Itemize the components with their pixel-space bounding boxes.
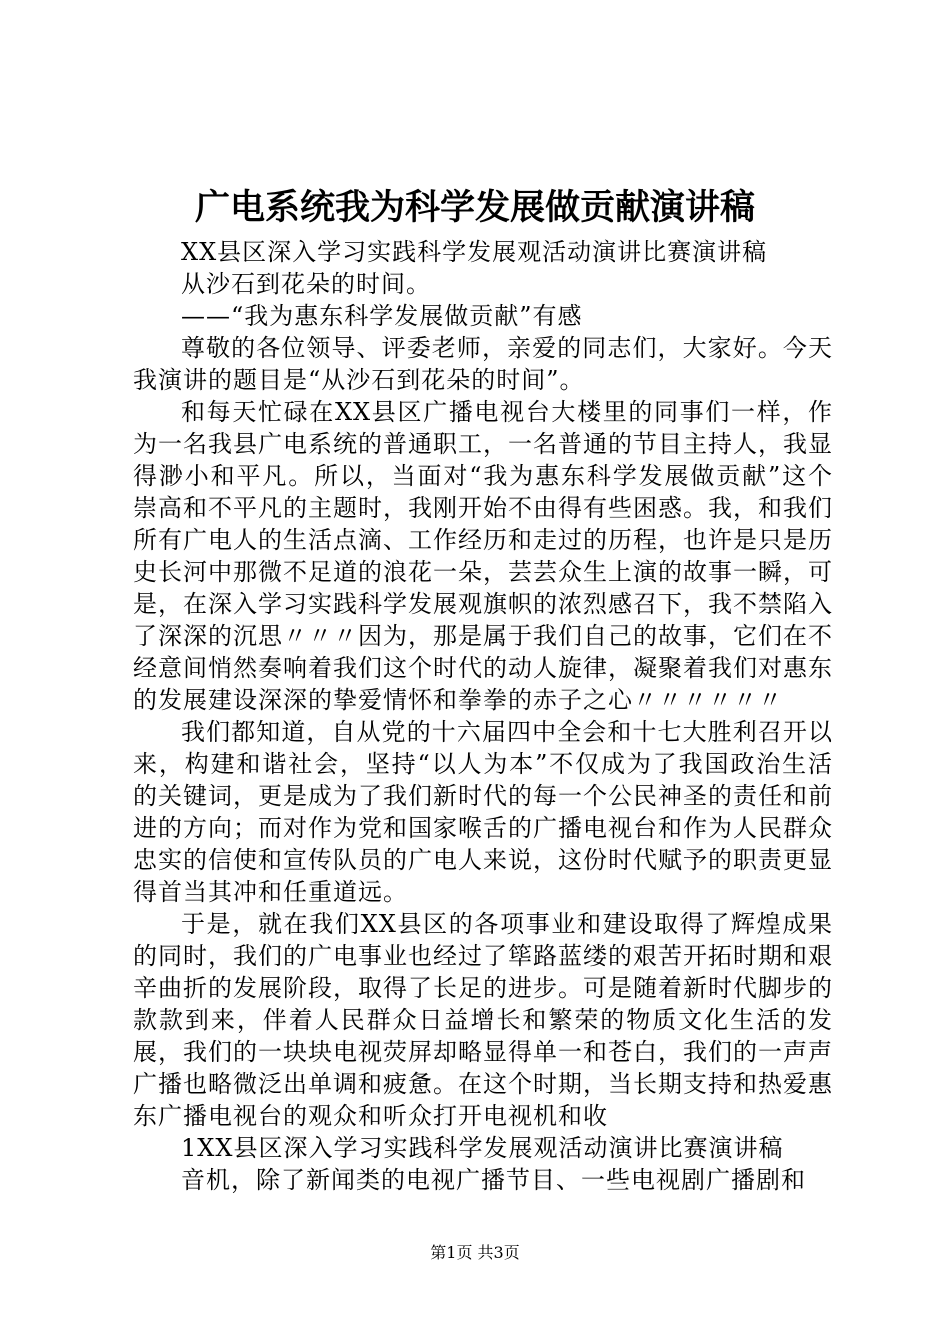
page-number-footer: 第1页 共3页 [430, 1243, 520, 1262]
subtitle-line: ——“我为惠东科学发展做贡献”有感 [181, 302, 583, 330]
body-paragraph-continued: 音机，除了新闻类的电视广播节目、一些电视剧广播剧和 [181, 1166, 806, 1194]
document-body [133, 236, 833, 1196]
body-paragraph: 于是，就在我们XX县区的各项事业和建设取得了辉煌成果的同时，我们的广电事业也经过了筚路蓝缕的艰苦开拓时期和艰辛曲折的发展阶段，取得了长足的进步。可是随着新时代脚步的款款到来，伴着人民群众日益增长和繁荣的物质文化生活的发展，我们的一块块电视荧屏却略显得单一和苍白，我们的一声声广播也略微泛出单调和疲惫。在这个时期，当长期支持和热爱惠东广播电视台的观众和听众打开电视机和收 [133, 910, 833, 1130]
body-paragraph: 尊敬的各位领导、评委老师，亲爱的同志们，大家好。今天我演讲的题目是“从沙石到花朵的时间”。 [133, 334, 833, 394]
subtitle-line: 从沙石到花朵的时间。 [181, 270, 431, 298]
running-header-line: 1XX县区深入学习实践科学发展观活动演讲比赛演讲稿 [181, 1134, 784, 1162]
body-paragraph: 我们都知道，自从党的十六届四中全会和十七大胜利召开以来，构建和谐社会，坚持“以人为本”不仅成为了我国政治生活的关键词，更是成为了我们新时代的每一个公民神圣的责任和前进的方向；而对作为党和国家喉舌的广播电视台和作为人民群众忠实的信使和宣传队员的广电人来说，这份时代赋予的职责更显得首当其冲和任重道远。 [133, 718, 833, 906]
subtitle-line: XX县区深入学习实践科学发展观活动演讲比赛演讲稿 [181, 238, 768, 266]
body-paragraph: 和每天忙碌在XX县区广播电视台大楼里的同事们一样，作为一名我县广电系统的普通职工，一名普通的节目主持人，我显得渺小和平凡。所以，当面对“我为惠东科学发展做贡献”这个崇高和不平凡的主题时，我刚开始不由得有些困惑。我，和我们所有广电人的生活点滴、工作经历和走过的历程，也许是只是历史长河中那微不足道的浪花一朵，芸芸众生上演的故事一瞬，可是，在深入学习实践科学发展观旗帜的浓烈感召下，我不禁陷入了深深的沉思〃〃〃因为，那是属于我们自己的故事，它们在不经意间悄然奏响着我们这个时代的动人旋律，凝聚着我们对惠东的发展建设深深的挚爱情怀和拳拳的赤子之心〃〃〃〃〃〃 [133, 398, 833, 714]
document-title: 广电系统我为科学发展做贡献演讲稿 [194, 187, 755, 228]
